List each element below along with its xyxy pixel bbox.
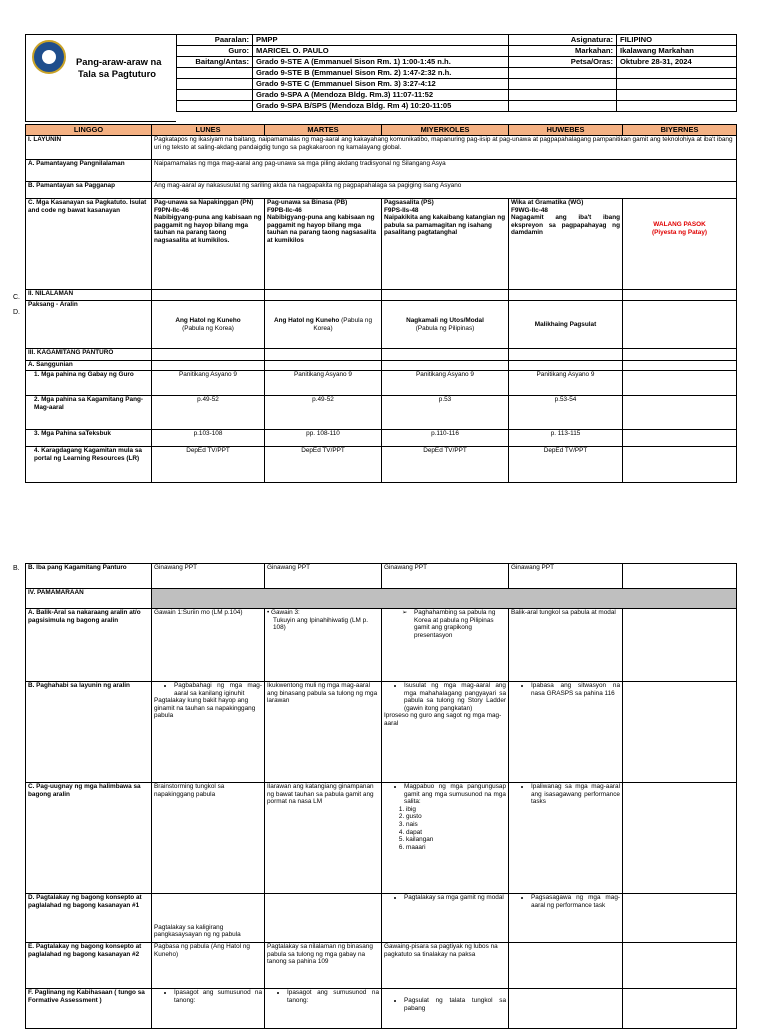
paaralan-label: Paaralan: <box>177 35 253 46</box>
asignatura-label: Asignatura: <box>509 35 617 46</box>
pag-uugnay-martes: Ilarawan ang katangiang ginampanan ng bawat tauhan sa pabula gamit ang pormat na nasa LM <box>265 783 382 894</box>
logo-frame <box>25 34 176 122</box>
kagamitan-cell: p.53 <box>382 396 509 430</box>
walang-pasok: WALANG PASOK (Piyesta ng Patay) <box>623 199 737 290</box>
petsa-value: Oktubre 28-31, 2024 <box>617 57 737 68</box>
pagtalakay2-miyerkoles: Gawaing-pisara sa pagtiyak ng lubos na pagkatuto sa tinalakay na paksa <box>382 943 509 989</box>
paksang-lunes: Ang Hatol ng Kuneho (Pabula ng Korea) <box>152 301 265 349</box>
day-header: LINGGO <box>26 125 152 136</box>
marker-d: D. <box>13 309 20 316</box>
guro-label: Guro: <box>177 46 253 57</box>
gabay-cell: Panitikang Asyano 9 <box>265 371 382 396</box>
day-header: MIYERKOLES <box>382 125 509 136</box>
teksbuk-label: 3. Mga Pahina saTeksbuk <box>26 430 152 447</box>
grade-schedule: Grado 9-SPA B/SPS (Mendoza Bldg. Rm 4) 10:20-11:05 <box>253 101 509 112</box>
day-header: HUWEBES <box>509 125 623 136</box>
teksbuk-cell: p.110-116 <box>382 430 509 447</box>
teksbuk-cell: p.103-108 <box>152 430 265 447</box>
pag-uugnay-miyerkoles: • Magpabuo ng mga pangungusap gamit ang mga sumusunod na mga salita: 1. ibig 2. gusto 3. nais 4. dapat 5. kailangan 6. maaari <box>382 783 509 894</box>
teksbuk-cell: p. 113-115 <box>509 430 623 447</box>
balik-martes: • Gawain 3: Tukuyin ang Ipinahihiwatig (LM p. 108) <box>265 609 382 682</box>
pagtalakay2-lunes: Pagbasa ng pabula (Ang Hatol ng Kuneho) <box>152 943 265 989</box>
paghahabi-huwebes: • Ipabasa ang sitwasyon na nasa GRASPS sa pahina 116 <box>509 682 623 783</box>
paaralan-value: PMPP <box>253 35 509 46</box>
markahan-label: Markahan: <box>509 46 617 57</box>
iba-pang-label: B. Iba pang Kagamitang Panturo <box>26 564 152 589</box>
header-table <box>176 34 737 112</box>
paglinang-label: F. Paglinang ng Kabihasaan ( tungo sa Formative Assessment ) <box>26 989 152 1029</box>
teksbuk-cell: pp. 108-110 <box>265 430 382 447</box>
lr-cell: DepEd TV/PPT <box>509 447 623 483</box>
day-header: LUNES <box>152 125 265 136</box>
petsa-label: Petsa/Oras: <box>509 57 617 68</box>
balik-label: A. Balik-Aral sa nakaraang aralin at/o pagsisimula ng bagong aralin <box>26 609 152 682</box>
iba-pang-cell: Ginawang PPT <box>265 564 382 589</box>
layunin-label: I. LAYUNIN <box>26 136 152 160</box>
gabay-cell: Panitikang Asyano 9 <box>382 371 509 396</box>
pag-uugnay-huwebes: • Ipaliwanag sa mga mag-aaral ang isasagawang performance tasks <box>509 783 623 894</box>
pagganap-text: Ang mag-aaral ay nakasusulat ng sariling akda na nagpapakita ng pagpapahalaga sa pagiging isang Asyano <box>152 182 737 199</box>
doc-title-line1: Pang-araw-araw na <box>76 56 162 67</box>
kasanayan-huwebes: Wika at Gramatika (WG) F9WG-IIc-48 Nagagamit ang iba't ibang ekspreyon sa pagpapahayag ng damdamin <box>509 199 623 290</box>
gabay-cell: Panitikang Asyano 9 <box>152 371 265 396</box>
pagtalakay1-lunes: Pagtalakay sa kaligirang pangkasaysayan ng ng pabula <box>152 894 265 943</box>
balik-lunes: Gawain 1:Suriin mo (LM p.104) <box>152 609 265 682</box>
paglinang-miyerkoles: • Pagsulat ng talata tungkol sa pabang <box>382 989 509 1029</box>
lr-label: 4. Karagdagang Kagamitan mula sa portal ng Learning Resources (LR) <box>26 447 152 483</box>
paglinang-lunes: • Ipasagot ang sumusunod na tanong: <box>152 989 265 1029</box>
pagtalakay2-martes: Pagtalakay sa nilalaman ng binasang pabula sa tulong ng mga gabay na tanong sa pahina 109 <box>265 943 382 989</box>
kasanayan-label: C. Mga Kasanayan sa Pagkatuto. Isulat and code ng bawat kasanayan <box>26 199 152 290</box>
kagamitan-label: III. KAGAMITANG PANTURO <box>26 349 152 361</box>
kagamitan-cell: p.53-54 <box>509 396 623 430</box>
pagtalakay1-label: D. Pagtalakay ng bagong konsepto at paglalahad ng bagong kasanayan #1 <box>26 894 152 943</box>
iba-pang-cell: Ginawang PPT <box>509 564 623 589</box>
lr-cell: DepEd TV/PPT <box>265 447 382 483</box>
pangnilalaman-text: Naipamamalas ng mga mag-aaral ang pag-unawa sa mga piling akdang tradisyonal ng Silangang Asya <box>152 160 737 182</box>
paksang-huwebes: Malikhaing Pagsulat <box>509 301 623 349</box>
kagamitan-cell: p.49-52 <box>265 396 382 430</box>
gabay-label: 1. Mga pahina ng Gabay ng Guro <box>26 371 152 396</box>
iba-pang-cell: Ginawang PPT <box>382 564 509 589</box>
iba-pang-cell: Ginawang PPT <box>152 564 265 589</box>
paghahabi-label: B. Paghahabi sa layunin ng aralin <box>26 682 152 783</box>
kagamitan-pages-label: 2. Mga pahina sa Kagamitang Pang-Mag-aaral <box>26 396 152 430</box>
lr-cell: DepEd TV/PPT <box>152 447 265 483</box>
layunin-text: Pagkatapos ng ikasiyam na baitang, naipamamalas ng mag-aaral ang kakayahang komunikatibo, mapanuring pag-iisip at pag-unawa at pagpapahalagang pampanitikan gamit ang teknolohiya at iba't ibang uri ng teksto at saling-akdang pandaigdig tungo sa pagkakaroon ng kamalayang global. <box>152 136 737 160</box>
pag-uugnay-label: C. Pag-uugnay ng mga halimbawa sa bagong aralin <box>26 783 152 894</box>
baitang-label: Baitang/Antas: <box>177 57 253 68</box>
kasanayan-miyerkoles: Pagsasalita (PS) F9PS-IIs-48 Naipakikita ang kakaibang katangian ng pabula sa pamamagitan ng isahang pasalitang pagtatanghal <box>382 199 509 290</box>
gabay-cell: Panitikang Asyano 9 <box>509 371 623 396</box>
kagamitan-cell: p.49-52 <box>152 396 265 430</box>
pagganap-label: B. Pamantayan sa Pagganap <box>26 182 152 199</box>
nilalaman-label: II. NILALAMAN <box>26 290 152 301</box>
paghahabi-lunes: • Pagbabahagi ng mga mag-aaral sa kanilang iginuhit Pagtalakay kung bakit hayop ang ginamit na tauhan sa napakinggang pabula <box>152 682 265 783</box>
grade-schedule: Grado 9-STE B (Emmanuel Sison Rm. 2) 1:47-2:32 n.h. <box>253 68 509 79</box>
pagtalakay1-miyerkoles: • Pagtalakay sa mga gamit ng modal <box>382 894 509 943</box>
balik-huwebes: Balik-aral tungkol sa pabula at modal <box>509 609 623 682</box>
marker-c: C. <box>13 294 20 301</box>
grade-schedule: Grado 9-SPA A (Mendoza Bldg. Rm.3) 11:07-11:52 <box>253 90 509 101</box>
day-header: MARTES <box>265 125 382 136</box>
pagtalakay1-huwebes: • Pagsasagawa ng mga mag-aaral ng performance task <box>509 894 623 943</box>
paghahabi-miyerkoles: • Isusulat ng mga mag-aaral ang mga mahahalagang pangyayari sa pabula sa tulong ng Story Ladder (gawin itong pangkatan) Iproseso ng guro ang sagot ng mga mag-aaral <box>382 682 509 783</box>
pangnilalaman-label: A. Pamantayang Pangnilalaman <box>26 160 152 182</box>
markahan-value: Ikalawang Markahan <box>617 46 737 57</box>
day-header: BIYERNES <box>623 125 737 136</box>
pag-uugnay-lunes: Brainstorming tungkol sa napakinggang pabula <box>152 783 265 894</box>
paksang-miyerkoles: Nagkamali ng Utos/Modal (Pabula ng Pilipinas) <box>382 301 509 349</box>
pamamaraan-label: IV. PAMAMARAAN <box>26 589 152 609</box>
kasanayan-lunes: Pag-unawa sa Napakinggan (PN) F9PN-IIc-46 Nabibigyang-puna ang kabisaan ng paggamit ng hayop bilang mga tauhan na parang taong nagsasalita at kumikilos. <box>152 199 265 290</box>
asignatura-value: FILIPINO <box>617 35 737 46</box>
lesson-grid-bottom <box>25 563 737 1029</box>
sanggunian-label: A. Sanggunian <box>26 361 152 371</box>
paglinang-martes: • Ipasagot ang sumusunod na tanong: <box>265 989 382 1029</box>
guro-value: MARICEL O. PAULO <box>253 46 509 57</box>
paghahabi-martes: Ikukwentong muli ng mga mag-aaral ang binasang pabula sa tulong ng mga larawan <box>265 682 382 783</box>
pagtalakay2-label: E. Pagtalakay ng bagong konsepto at paglalahad ng bagong kasanayan #2 <box>26 943 152 989</box>
grade-schedule: Grado 9-STE A (Emmanuel Sison Rm. 1) 1:00-1:45 n.h. <box>253 57 509 68</box>
grade-schedule: Grado 9-STE C (Emmanuel Sison Rm. 3) 3:27-4:12 <box>253 79 509 90</box>
lr-cell: DepEd TV/PPT <box>382 447 509 483</box>
lesson-grid-top <box>25 124 737 483</box>
doc-title-line2: Tala sa Pagtuturo <box>78 68 156 79</box>
paksang-martes: Ang Hatol ng Kuneho (Pabula ng Korea) <box>265 301 382 349</box>
kasanayan-martes: Pag-unawa sa Binasa (PB) F9PB-IIc-46 Nabibigyang-puna ang kabisaan ng paggamit ng hayop bilang mga tauhan na parang taong nagsasalita at kumikilos <box>265 199 382 290</box>
marker-b: B. <box>13 565 20 572</box>
balik-miyerkoles: ➢ Paghahambing sa pabula ng Korea at pabula ng Pilipinas gamit ang grapikong presentasyon <box>382 609 509 682</box>
paksang-label: Paksang - Aralin <box>26 301 152 349</box>
